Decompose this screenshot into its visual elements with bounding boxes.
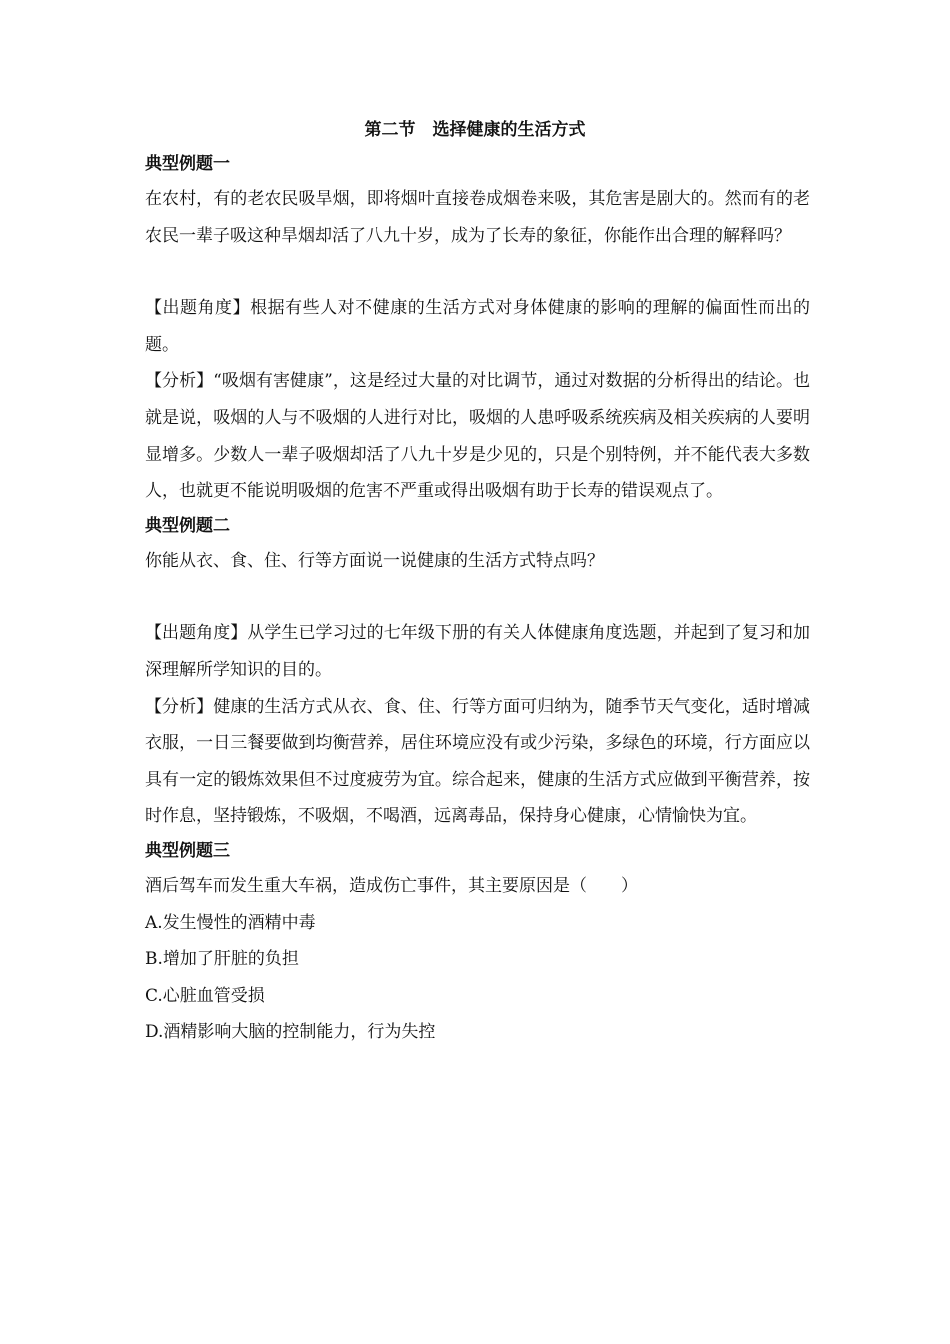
example-1-heading: 典型例题一: [145, 154, 230, 174]
blank-line: [145, 254, 810, 290]
document-body: [145, 148, 810, 1051]
example-1: [145, 148, 810, 510]
example-2-question: 你能从衣、食、住、行等方面说一说健康的生活方式特点吗？: [145, 550, 604, 571]
example-1-analysis: 【分析】“吸烟有害健康”，这是经过大量的对比调节，通过对数据的分析得出的结论。也就是说，吸烟的人与不吸烟的人进行对比，吸烟的人患呼吸系统疾病及相关疾病的人要明显增多。少数人一辈子吸烟却活了八九十岁是少见的，只是个别特例，并不能代表大多数人，也就更不能说明吸烟的危害不严重或得出吸烟有助于长寿的错误观点了。: [145, 371, 810, 502]
blank-line: [145, 579, 810, 615]
option-c: C.心脏血管受损: [145, 985, 265, 1006]
option-d: D.酒精影响大脑的控制能力，行为失控: [145, 1022, 436, 1043]
example-1-angle: 【出题角度】根据有些人对不健康的生活方式对身体健康的影响的理解的偏面性而出的题。: [145, 298, 810, 355]
example-2-heading: 典型例题二: [145, 515, 230, 536]
example-1-question: 在农村，有的老农民吸旱烟，即将烟叶直接卷成烟卷来吸，其危害是剧大的。然而有的老农民一辈子吸这种旱烟却活了八九十岁，成为了长寿的象征，你能作出合理的解释吗？: [145, 189, 810, 246]
page-title: 第二节 选择健康的生活方式: [364, 120, 586, 140]
example-3-heading: 典型例题三: [145, 840, 230, 861]
example-3-question: 酒后驾车而发生重大车祸，造成伤亡事件，其主要原因是（ ）: [145, 875, 638, 896]
example-2-analysis: 【分析】健康的生活方式从衣、食、住、行等方面可归纳为，随季节天气变化，适时增减衣服，一日三餐要做到均衡营养，居住环境应没有或少污染，多绿色的环境，行方面应以具有一定的锻炼效果但不过度疲劳为宜。综合起来，健康的生活方式应做到平衡营养，按时作息，坚持锻炼，不吸烟，不喝酒，远离毒品，保持身心健康，心情愉快为宜。: [145, 696, 810, 827]
option-b: B.增加了肝脏的负担: [145, 949, 299, 970]
example-2-angle: 【出题角度】从学生已学习过的七年级下册的有关人体健康角度选题，并起到了复习和加深理解所学知识的目的。: [145, 623, 810, 680]
example-3: [145, 835, 810, 1051]
option-a: A.发生慢性的酒精中毒: [145, 912, 316, 933]
example-2: [145, 510, 810, 835]
